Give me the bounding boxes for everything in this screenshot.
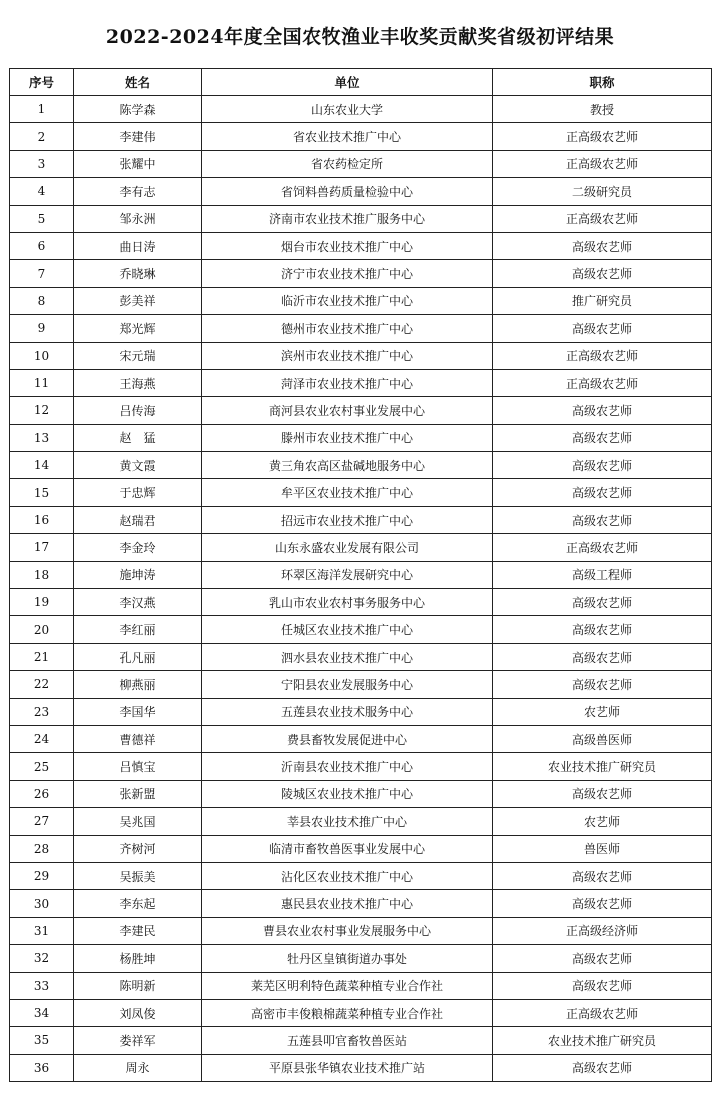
cell-serial-number: 20 [10,616,74,643]
cell-unit: 泗水县农业技术推广中心 [202,643,493,670]
cell-name: 宋元瑞 [74,342,202,369]
cell-name: 李金玲 [74,534,202,561]
cell-serial-number: 10 [10,342,74,369]
cell-name: 柳燕丽 [74,671,202,698]
cell-job-title: 高级农艺师 [493,424,712,451]
table-row [10,780,712,807]
cell-serial-number: 16 [10,506,74,533]
table-row [10,698,712,725]
table-row [10,287,712,314]
table-row [10,232,712,259]
cell-job-title: 农业技术推广研究员 [493,1027,712,1054]
cell-unit: 济宁市农业技术推广中心 [202,260,493,287]
cell-name: 曲日涛 [74,232,202,259]
table-row [10,917,712,944]
cell-serial-number: 34 [10,999,74,1026]
cell-job-title: 高级农艺师 [493,1054,712,1081]
table-row [10,369,712,396]
table-row [10,424,712,451]
cell-name: 张耀中 [74,150,202,177]
cell-job-title: 高级农艺师 [493,862,712,889]
cell-job-title: 高级农艺师 [493,260,712,287]
table-row [10,452,712,479]
table-row [10,589,712,616]
cell-unit: 曹县农业农村事业发展服务中心 [202,917,493,944]
cell-unit: 临沂市农业技术推广中心 [202,287,493,314]
table-row [10,862,712,889]
cell-name: 娄祥军 [74,1027,202,1054]
cell-serial-number: 24 [10,725,74,752]
cell-name: 李建伟 [74,123,202,150]
cell-name: 李建民 [74,917,202,944]
cell-serial-number: 6 [10,232,74,259]
cell-job-title: 正高级农艺师 [493,205,712,232]
cell-name: 齐树河 [74,835,202,862]
cell-job-title: 高级农艺师 [493,616,712,643]
cell-serial-number: 27 [10,808,74,835]
table-row [10,96,712,123]
cell-job-title: 正高级农艺师 [493,369,712,396]
table-row [10,150,712,177]
cell-name: 吕传海 [74,397,202,424]
cell-job-title: 高级农艺师 [493,589,712,616]
cell-name: 周永 [74,1054,202,1081]
cell-name: 孔凡丽 [74,643,202,670]
cell-job-title: 高级农艺师 [493,780,712,807]
cell-serial-number: 36 [10,1054,74,1081]
cell-serial-number: 4 [10,178,74,205]
cell-serial-number: 31 [10,917,74,944]
header-unit: 单位 [202,69,493,96]
cell-job-title: 农艺师 [493,698,712,725]
cell-name: 李汉燕 [74,589,202,616]
cell-job-title: 正高级农艺师 [493,123,712,150]
cell-name: 李红丽 [74,616,202,643]
cell-unit: 沂南县农业技术推广中心 [202,753,493,780]
cell-job-title: 兽医师 [493,835,712,862]
table-row [10,972,712,999]
cell-job-title: 高级农艺师 [493,972,712,999]
cell-job-title: 农艺师 [493,808,712,835]
table-row [10,534,712,561]
cell-unit: 商河县农业农村事业发展中心 [202,397,493,424]
cell-serial-number: 15 [10,479,74,506]
cell-unit: 费县畜牧发展促进中心 [202,725,493,752]
table-row [10,1054,712,1081]
results-table [9,68,712,1082]
table-row [10,835,712,862]
cell-name: 陈学森 [74,96,202,123]
cell-name: 杨胜坤 [74,945,202,972]
cell-unit: 平原县张华镇农业技术推广站 [202,1054,493,1081]
cell-unit: 省农药检定所 [202,150,493,177]
cell-unit: 五莲县农业技术服务中心 [202,698,493,725]
cell-serial-number: 21 [10,643,74,670]
cell-serial-number: 28 [10,835,74,862]
cell-serial-number: 13 [10,424,74,451]
table-row [10,479,712,506]
table-row [10,671,712,698]
table-row [10,753,712,780]
header-serial-number: 序号 [10,69,74,96]
cell-name: 郑光辉 [74,315,202,342]
cell-serial-number: 35 [10,1027,74,1054]
cell-name: 黄文霞 [74,452,202,479]
document-title: 2022-2024年度全国农牧渔业丰收奖贡献奖省级初评结果 [105,26,615,48]
cell-unit: 德州市农业技术推广中心 [202,315,493,342]
cell-unit: 高密市丰俊粮棉蔬菜种植专业合作社 [202,999,493,1026]
cell-job-title: 高级农艺师 [493,945,712,972]
cell-serial-number: 25 [10,753,74,780]
table-row [10,506,712,533]
cell-unit: 惠民县农业技术推广中心 [202,890,493,917]
cell-serial-number: 12 [10,397,74,424]
cell-job-title: 高级工程师 [493,561,712,588]
cell-job-title: 高级农艺师 [493,397,712,424]
cell-name: 吴兆国 [74,808,202,835]
cell-unit: 滨州市农业技术推广中心 [202,342,493,369]
cell-name: 吕慎宝 [74,753,202,780]
cell-serial-number: 1 [10,96,74,123]
cell-unit: 菏泽市农业技术推广中心 [202,369,493,396]
table-row [10,1027,712,1054]
cell-job-title: 正高级农艺师 [493,999,712,1026]
cell-name: 赵 猛 [74,424,202,451]
table-row [10,178,712,205]
table-row [10,123,712,150]
cell-unit: 省饲料兽药质量检验中心 [202,178,493,205]
cell-name: 施坤涛 [74,561,202,588]
cell-job-title: 推广研究员 [493,287,712,314]
cell-unit: 乳山市农业农村事务服务中心 [202,589,493,616]
cell-unit: 牡丹区皇镇街道办事处 [202,945,493,972]
table-row [10,999,712,1026]
cell-unit: 陵城区农业技术推广中心 [202,780,493,807]
cell-serial-number: 19 [10,589,74,616]
header-row [10,69,712,96]
table-row [10,808,712,835]
cell-job-title: 高级农艺师 [493,452,712,479]
cell-job-title: 高级农艺师 [493,479,712,506]
cell-name: 吴振美 [74,862,202,889]
cell-name: 邹永洲 [74,205,202,232]
cell-name: 刘凤俊 [74,999,202,1026]
cell-unit: 山东农业大学 [202,96,493,123]
cell-job-title: 高级兽医师 [493,725,712,752]
cell-serial-number: 29 [10,862,74,889]
cell-unit: 沾化区农业技术推广中心 [202,862,493,889]
cell-serial-number: 8 [10,287,74,314]
cell-name: 乔晓琳 [74,260,202,287]
cell-job-title: 高级农艺师 [493,232,712,259]
cell-name: 彭美祥 [74,287,202,314]
cell-unit: 招远市农业技术推广中心 [202,506,493,533]
cell-serial-number: 11 [10,369,74,396]
cell-serial-number: 7 [10,260,74,287]
cell-job-title: 正高级农艺师 [493,534,712,561]
table-row [10,616,712,643]
table-row [10,260,712,287]
cell-name: 曹德祥 [74,725,202,752]
cell-name: 李有志 [74,178,202,205]
cell-job-title: 高级农艺师 [493,506,712,533]
cell-unit: 牟平区农业技术推广中心 [202,479,493,506]
table-row [10,397,712,424]
table-row [10,342,712,369]
header-job-title: 职称 [493,69,712,96]
cell-name: 陈明新 [74,972,202,999]
cell-serial-number: 9 [10,315,74,342]
cell-unit: 莘县农业技术推广中心 [202,808,493,835]
cell-job-title: 正高级农艺师 [493,150,712,177]
cell-name: 李东起 [74,890,202,917]
cell-job-title: 农业技术推广研究员 [493,753,712,780]
cell-job-title: 高级农艺师 [493,643,712,670]
cell-serial-number: 5 [10,205,74,232]
cell-job-title: 教授 [493,96,712,123]
cell-serial-number: 23 [10,698,74,725]
cell-serial-number: 17 [10,534,74,561]
cell-unit: 五莲县叩官畜牧兽医站 [202,1027,493,1054]
table-row [10,315,712,342]
cell-serial-number: 14 [10,452,74,479]
cell-name: 赵瑞君 [74,506,202,533]
table-body [10,96,712,1082]
cell-serial-number: 26 [10,780,74,807]
cell-name: 王海燕 [74,369,202,396]
cell-serial-number: 30 [10,890,74,917]
cell-unit: 黄三角农高区盐碱地服务中心 [202,452,493,479]
cell-name: 于忠辉 [74,479,202,506]
table-row [10,945,712,972]
cell-unit: 烟台市农业技术推广中心 [202,232,493,259]
cell-unit: 济南市农业技术推广服务中心 [202,205,493,232]
cell-unit: 滕州市农业技术推广中心 [202,424,493,451]
cell-job-title: 二级研究员 [493,178,712,205]
cell-unit: 任城区农业技术推广中心 [202,616,493,643]
cell-job-title: 正高级经济师 [493,917,712,944]
cell-unit: 环翠区海洋发展研究中心 [202,561,493,588]
cell-serial-number: 32 [10,945,74,972]
cell-job-title: 高级农艺师 [493,671,712,698]
cell-unit: 省农业技术推广中心 [202,123,493,150]
cell-unit: 临清市畜牧兽医事业发展中心 [202,835,493,862]
cell-name: 李国华 [74,698,202,725]
cell-job-title: 高级农艺师 [493,315,712,342]
cell-name: 张新盟 [74,780,202,807]
cell-unit: 宁阳县农业发展服务中心 [202,671,493,698]
header-name: 姓名 [74,69,202,96]
table-row [10,561,712,588]
cell-unit: 莱芜区明利特色蔬菜种植专业合作社 [202,972,493,999]
cell-job-title: 正高级农艺师 [493,342,712,369]
table-row [10,890,712,917]
table-row [10,205,712,232]
cell-serial-number: 3 [10,150,74,177]
table-header [10,69,712,96]
cell-unit: 山东永盛农业发展有限公司 [202,534,493,561]
cell-serial-number: 18 [10,561,74,588]
cell-job-title: 高级农艺师 [493,890,712,917]
table-row [10,725,712,752]
cell-serial-number: 33 [10,972,74,999]
table-row [10,643,712,670]
cell-serial-number: 2 [10,123,74,150]
cell-serial-number: 22 [10,671,74,698]
